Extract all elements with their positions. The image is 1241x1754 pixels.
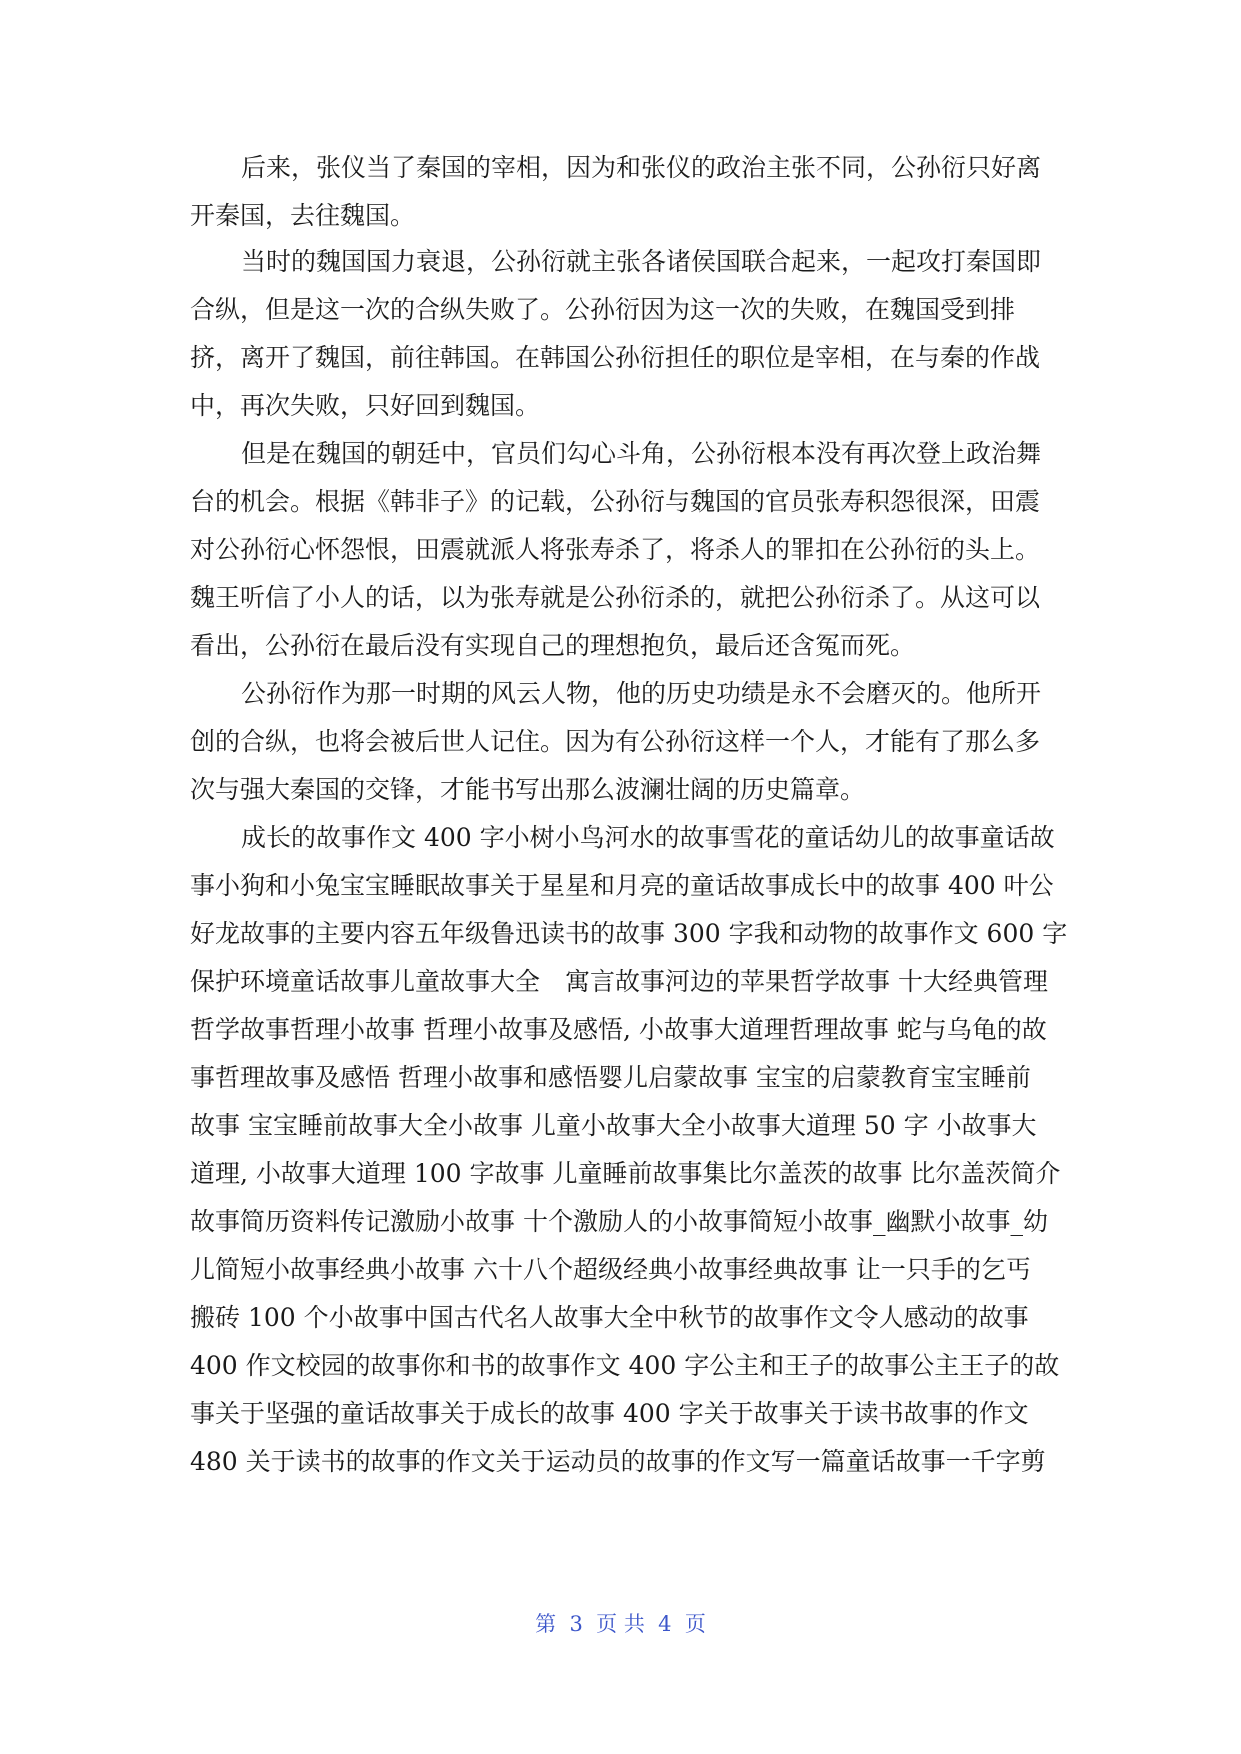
paragraph-5-line-9: 故事简历资料传记激励小故事 十个激励人的小故事简短小故事_幽默小故事_幼 <box>190 1207 1048 1236</box>
paragraph-1-line-2: 开秦国，去往魏国。 <box>190 201 416 230</box>
paragraph-5-line-14: 480 关于读书的故事的作文关于运动员的故事的作文写一篇童话故事一千字剪 <box>190 1447 1046 1476</box>
paragraph-3-line-1: 但是在魏国的朝廷中，官员们勾心斗角，公孙衍根本没有再次登上政治舞 <box>241 439 1042 468</box>
paragraph-5-line-6: 事哲理故事及感悟 哲理小故事和感悟婴儿启蒙故事 宝宝的启蒙教育宝宝睡前 <box>190 1063 1031 1092</box>
paragraph-5-line-1: 成长的故事作文 400 字小树小鸟河水的故事雪花的童话幼儿的故事童话故 <box>241 823 1055 852</box>
paragraph-5-line-10: 儿简短小故事经典小故事 六十八个超级经典小故事经典故事 让一只手的乞丐 <box>190 1255 1031 1284</box>
paragraph-5-line-13: 事关于坚强的童话故事关于成长的故事 400 字关于故事关于读书故事的作文 <box>190 1399 1029 1428</box>
paragraph-3-line-4: 魏王听信了小人的话，以为张寿就是公孙衍杀的，就把公孙衍杀了。从这可以 <box>190 583 1041 612</box>
paragraph-4-line-3: 次与强大秦国的交锋，才能书写出那么波澜壮阔的历史篇章。 <box>190 775 866 804</box>
paragraph-5-line-7: 故事 宝宝睡前故事大全小故事 儿童小故事大全小故事大道理 50 字 小故事大 <box>190 1111 1037 1140</box>
paragraph-5-line-2: 事小狗和小兔宝宝睡眠故事关于星星和月亮的童话故事成长中的故事 400 叶公 <box>190 871 1054 900</box>
paragraph-5-line-12: 400 作文校园的故事你和书的故事作文 400 字公主和王子的故事公主王子的故 <box>190 1351 1060 1380</box>
paragraph-2-line-1: 当时的魏国国力衰退，公孙衍就主张各诸侯国联合起来，一起攻打秦国即 <box>241 247 1042 276</box>
paragraph-5-line-8: 道理, 小故事大道理 100 字故事 儿童睡前故事集比尔盖茨的故事 比尔盖茨简介 <box>190 1159 1061 1188</box>
paragraph-4-line-2: 创的合纵，也将会被后世人记住。因为有公孙衍这样一个人，才能有了那么多 <box>190 727 1041 756</box>
paragraph-5-line-11: 搬砖 100 个小故事中国古代名人故事大全中秋节的故事作文令人感动的故事 <box>190 1303 1029 1332</box>
paragraph-1-line-1: 后来，张仪当了秦国的宰相，因为和张仪的政治主张不同，公孙衍只好离 <box>241 153 1042 182</box>
page-number-footer: 第 3 页 共 4 页 <box>535 1612 706 1636</box>
paragraph-4-line-1: 公孙衍作为那一时期的风云人物，他的历史功绩是永不会磨灭的。他所开 <box>241 679 1042 708</box>
paragraph-5-line-5: 哲学故事哲理小故事 哲理小故事及感悟, 小故事大道理哲理故事 蛇与乌龟的故 <box>190 1015 1047 1044</box>
paragraph-2-line-2: 合纵，但是这一次的合纵失败了。公孙衍因为这一次的失败，在魏国受到排 <box>190 295 1016 324</box>
paragraph-3-line-2: 台的机会。根据《韩非子》的记载，公孙衍与魏国的官员张寿积怨很深，田震 <box>190 487 1041 516</box>
paragraph-3-line-5: 看出，公孙衍在最后没有实现自己的理想抱负，最后还含冤而死。 <box>190 631 916 660</box>
paragraph-3-line-3: 对公孙衍心怀怨恨，田震就派人将张寿杀了，将杀人的罪扣在公孙衍的头上。 <box>190 535 1041 564</box>
paragraph-2-line-4: 中，再次失败，只好回到魏国。 <box>190 391 541 420</box>
paragraph-5-line-4: 保护环境童话故事儿童故事大全 寓言故事河边的苹果哲学故事 十大经典管理 <box>190 967 1048 996</box>
paragraph-5-line-3: 好龙故事的主要内容五年级鲁迅读书的故事 300 字我和动物的故事作文 600 字 <box>190 919 1068 948</box>
paragraph-2-line-3: 挤，离开了魏国，前往韩国。在韩国公孙衍担任的职位是宰相，在与秦的作战 <box>190 343 1041 372</box>
